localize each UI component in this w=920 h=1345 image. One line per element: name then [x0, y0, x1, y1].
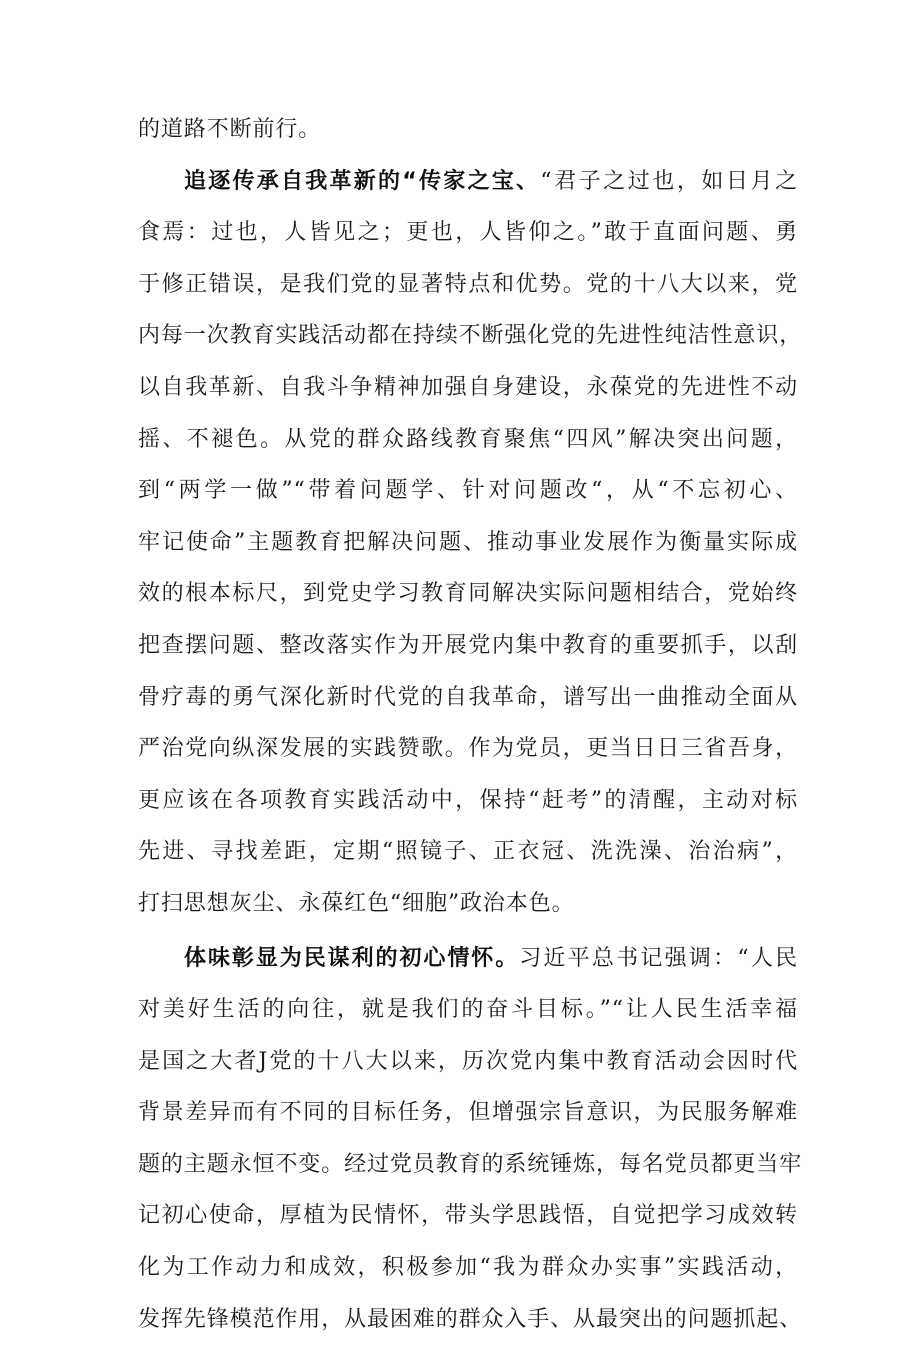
paragraph-3-line: 是国之大者J党的十八大以来，历次党内集中教育活动会因时代 [138, 1048, 798, 1074]
paragraph-2-first-line-text: “君子之过也，如日月之 [540, 168, 798, 194]
paragraph-2-line: 于修正错误，是我们党的显著特点和优势。党的十八大以来，党 [138, 271, 798, 297]
paragraph-2-line: 把查摆问题、整改落实作为开展党内集中教育的重要抓手，以刮 [138, 632, 798, 658]
paragraph-3-line: 对美好生活的向往，就是我们的奋斗目标。”“让人民生活幸福 [138, 997, 798, 1023]
paragraph-3-line: 记初心使命，厚植为民情怀，带头学思践悟，自觉把学习成效转 [138, 1203, 798, 1229]
paragraph-2-line: 效的根本标尺，到党史学习教育同解决实际问题相结合，党始终 [138, 581, 798, 607]
paragraph-3-line: 背景差异而有不同的目标任务，但增强宗旨意识，为民服务解难 [138, 1100, 798, 1126]
paragraph-2-heading: 追逐传承自我革新的“传家之宝、 [184, 168, 541, 194]
paragraph-2-line: 先进、寻找差距，定期“照镜子、正衣冠、洗洗澡、治治病”， [138, 839, 798, 865]
paragraph-3-line: 发挥先锋模范作用，从最困难的群众入手、从最突出的问题抓起、 [138, 1306, 803, 1332]
paragraph-2-line: 到“两学一做”“带着问题学、针对问题改“，从“不忘初心、 [138, 478, 798, 504]
paragraph-3-first-line [138, 933, 798, 985]
paragraph-2-line: 骨疗毒的勇气深化新时代党的自我革命，谱写出一曲推动全面从 [138, 684, 798, 710]
document-body [138, 104, 803, 1345]
paragraph-3-line: 题的主题永恒不变。经过党员教育的系统锤炼，每名党员都更当牢 [138, 1151, 803, 1177]
paragraph-2-line: 内每一次教育实践活动都在持续不断强化党的先进性纯洁性意识， [138, 323, 803, 349]
paragraph-3-first-line-text: 习近平总书记强调：“人民 [519, 945, 798, 971]
paragraph-2-line: 摇、不褪色。从党的群众路线教育聚焦“四风”解决突出问题， [138, 426, 798, 452]
paragraph-2-first-line [138, 156, 798, 208]
paragraph-2-line: 牢记使命”主题教育把解决问题、推动事业发展作为衡量实际成 [138, 529, 798, 555]
paragraph-2-line: 打扫思想灰尘、永葆红色“细胞”政治本色。 [138, 890, 575, 916]
paragraph-1-line: 的道路不断前行。 [138, 117, 322, 142]
paragraph-2-line: 以自我革新、自我斗争精神加强自身建设，永葆党的先进性不动 [138, 374, 798, 400]
paragraph-2-line: 更应该在各项教育实践活动中，保持“赶考”的清醒，主动对标 [138, 787, 798, 813]
paragraph-3-line: 化为工作动力和成效，积极参加“我为群众办实事”实践活动， [138, 1255, 798, 1281]
paragraph-3-heading: 体味彰显为民谋利的初心情怀。 [184, 945, 520, 971]
paragraph-2-line: 食焉：过也，人皆见之；更也，人皆仰之。”敢于直面问题、勇 [138, 220, 798, 246]
paragraph-2-line: 严治党向纵深发展的实践赞歌。作为党员，更当日日三省吾身， [138, 736, 798, 762]
